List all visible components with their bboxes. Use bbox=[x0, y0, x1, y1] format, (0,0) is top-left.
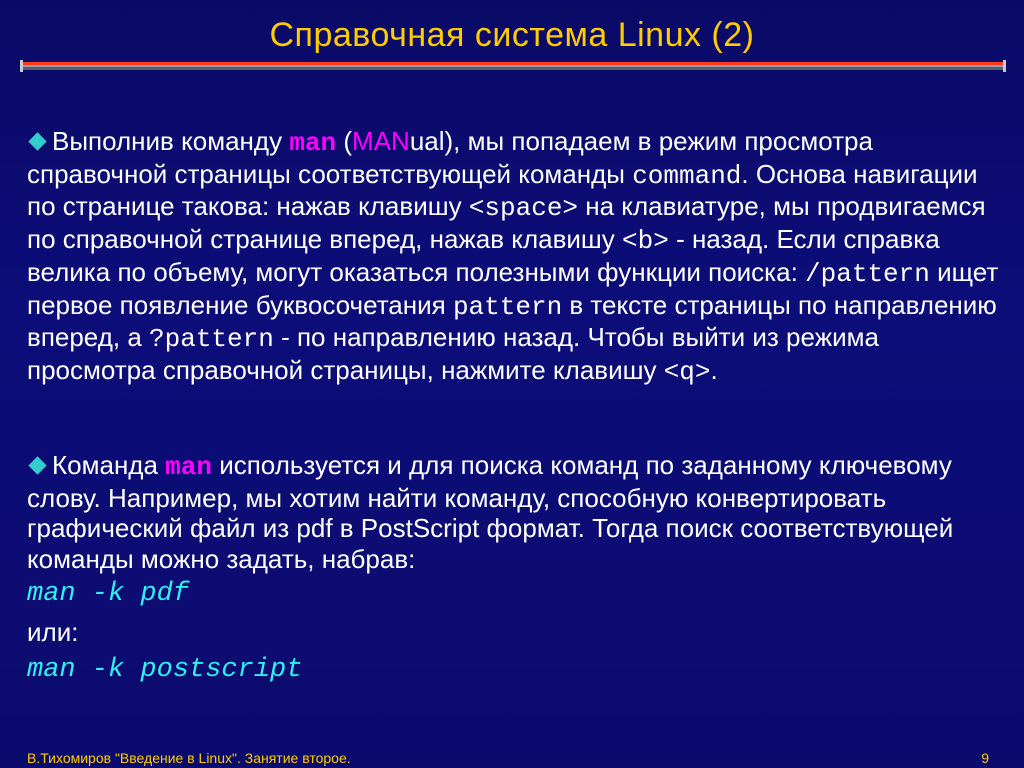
text: . Основа навигации по странице такова: нажав клавишу bbox=[27, 158, 978, 222]
page-number: 9 bbox=[981, 750, 989, 766]
code-space-key: <space> bbox=[468, 193, 579, 224]
text: ищет первое появление буквосочетания bbox=[27, 256, 999, 320]
text: . bbox=[710, 354, 718, 385]
footer-text: В.Тихомиров "Введение в Linux". Занятие второе. bbox=[27, 750, 351, 766]
text: - назад. Если справка велика по объему, могут оказаться полезными функции поиска: bbox=[27, 224, 940, 287]
code-b-key: <b> bbox=[622, 226, 669, 257]
text: - по направлению назад. Чтобы выйти из режима просмотра справочной страницы, нажмите клавишу bbox=[27, 322, 879, 385]
text: Выполнив команду bbox=[52, 126, 290, 156]
keyword-man-caps: MAN bbox=[352, 126, 410, 156]
code-command: command bbox=[632, 160, 742, 191]
code-question-pattern: ?pattern bbox=[149, 324, 274, 355]
diamond-bullet-icon bbox=[28, 456, 46, 474]
code-q-key: <q> bbox=[663, 356, 711, 387]
code-slash-pattern: /pattern bbox=[805, 258, 930, 289]
paragraph-man-navigation bbox=[27, 126, 1012, 388]
or-text: или: bbox=[27, 617, 79, 647]
command-example-postscript: man -k postscript bbox=[27, 655, 303, 685]
text: ual), мы попадаем в режим просмотра справочной страницы соответствующей команды bbox=[27, 126, 873, 189]
text: Команда bbox=[52, 450, 166, 480]
text: ( bbox=[343, 126, 353, 156]
text: используется и для поиска команд по заданному ключевому слову. Например, мы хотим найти команду, способную конвертировать графический файл из pdf в PostScript формат. Тогда поиск соответствующей команды можно задать, набрав: bbox=[27, 450, 954, 575]
text: на клавиатуре, мы продвигаемся по справочной странице вперед, нажав клавишу bbox=[27, 191, 986, 255]
keyword-man: man bbox=[289, 128, 337, 158]
command-example-pdf: man -k pdf bbox=[27, 579, 190, 609]
text: в тексте страницы по направлению вперед, а bbox=[27, 289, 997, 353]
title-divider bbox=[20, 62, 1006, 70]
paragraph-man-search bbox=[27, 450, 1012, 575]
keyword-man: man bbox=[165, 452, 212, 482]
code-pattern: pattern bbox=[452, 291, 563, 322]
slide-title: Справочная система Linux (2) bbox=[269, 16, 755, 54]
diamond-bullet-icon bbox=[28, 132, 46, 150]
